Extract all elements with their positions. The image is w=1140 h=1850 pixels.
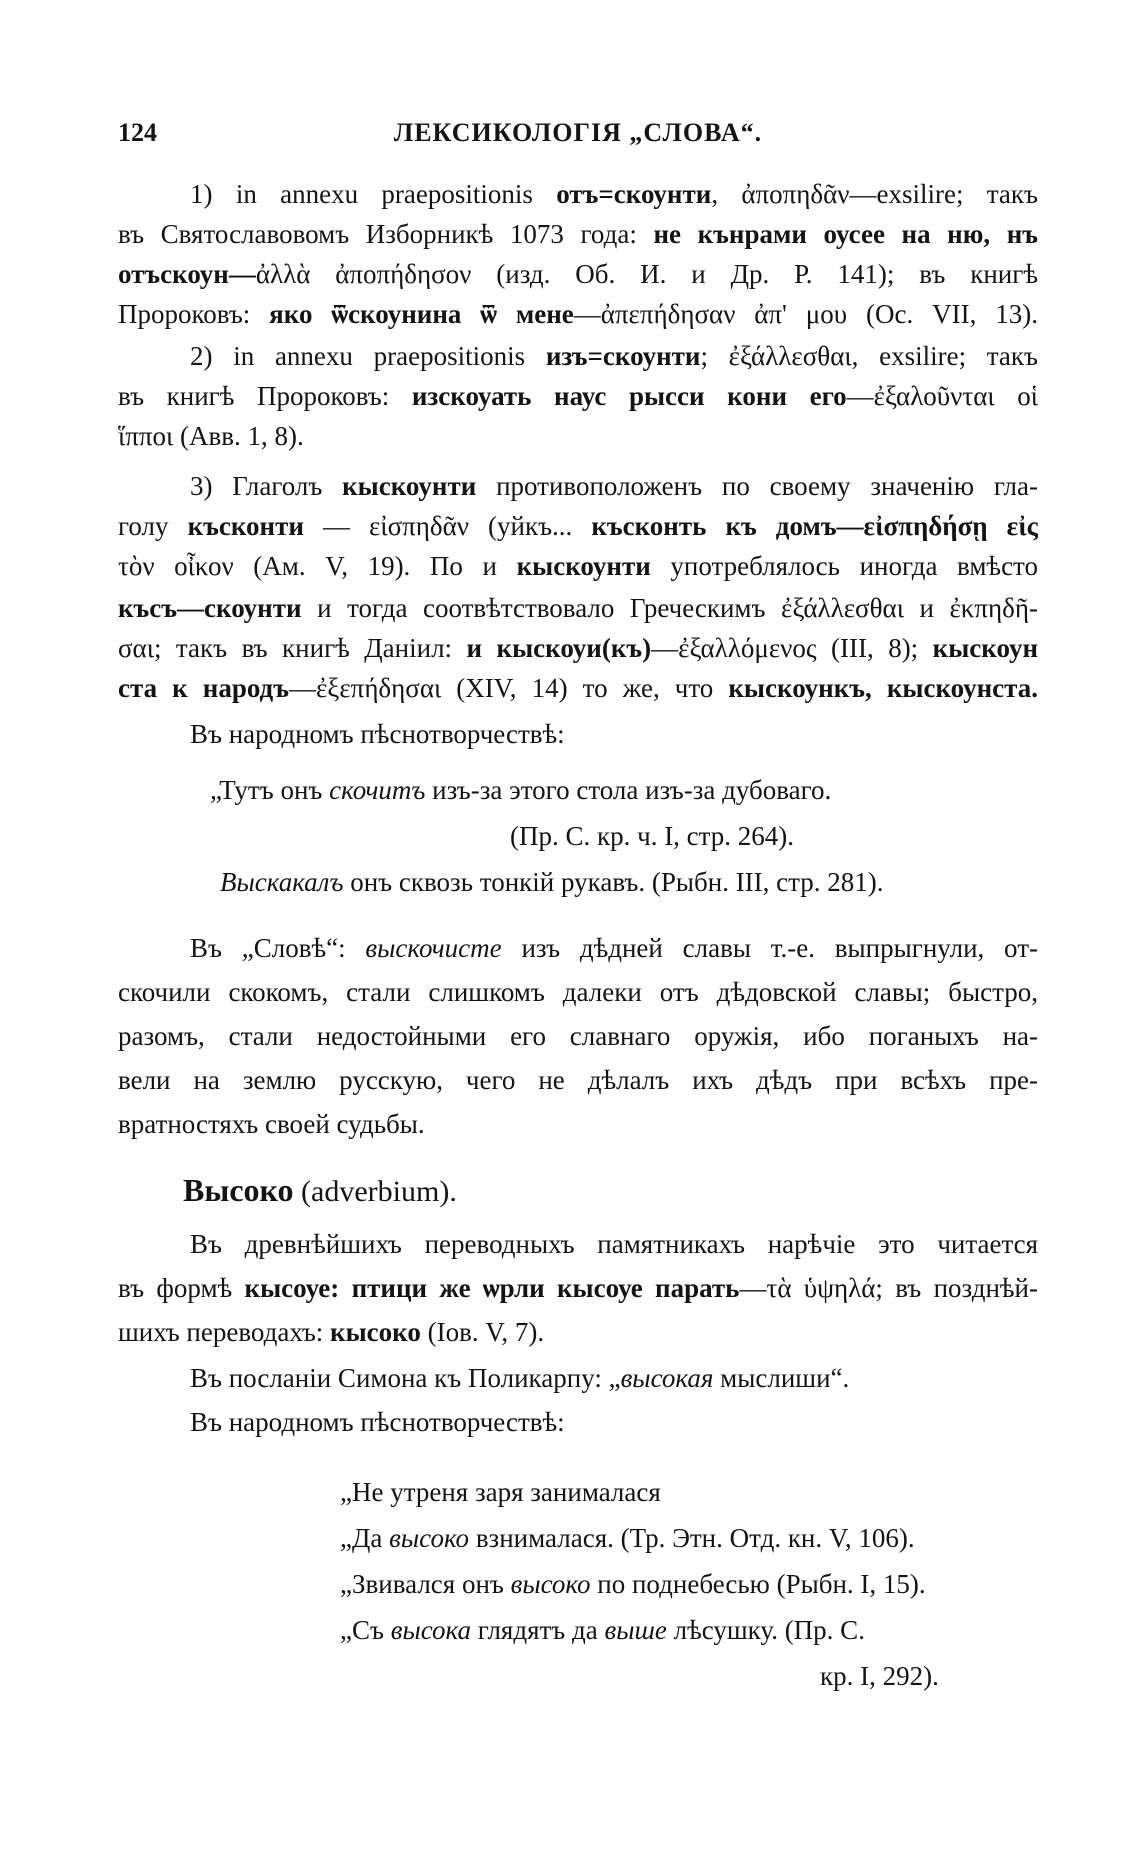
text-line: 3) Глаголъ кыскоунти противоположенъ по своему значенію гла-	[190, 471, 1038, 501]
text-line: 1) in annexu praepositionis отъ=скоунти, ἀποπηδᾶν—exsilire; такъ	[190, 179, 1038, 209]
text-line: въ Святославовомъ Изборникѣ 1073 года: не кънрами оусее на ню, нъ	[118, 219, 1038, 249]
text-line: разомъ, стали недостойными его славнаго оружія, ибо поганыхъ на-	[118, 1021, 1038, 1051]
text-line: въ формѣ кысоуе: птици же ѡрли кысоуе парать—τὰ ὑψηλά; въ позднѣй-	[118, 1273, 1038, 1303]
page-number: 124	[118, 118, 157, 147]
text-line: отъскоун—ἀλλὰ ἀποπήδησον (изд. Об. И. и Др. Р. 141); въ книгѣ	[118, 259, 1038, 289]
text-line: Въ древнѣйшихъ переводныхъ памятникахъ нарѣчіе это читается	[190, 1229, 1038, 1259]
text-line: ста к народъ—ἐξεπήδησαι (XIV, 14) то же, что кыскоункъ, кыскоунста.	[118, 673, 1038, 703]
text-line: голу късконти — εἰσπηδᾶν (уйкъ... късконть къ домъ—εἰσπηδήσῃ εἰς	[118, 511, 1038, 541]
text-line: вели на землю русскую, чего не дѣлалъ ихъ дѣдъ при всѣхъ пре-	[118, 1065, 1038, 1095]
running-title: ЛЕКСИКОЛОГІЯ „СЛОВА“.	[393, 118, 763, 147]
entry-headword: Высоко (adverbium).	[183, 1172, 457, 1208]
text-line: скочили скокомъ, стали слишкомъ далеки отъ дѣдовской славы; быстро,	[118, 977, 1038, 1007]
text-line: τὸν οἶκον (Ам. V, 19). По и кыскоунти употреблялось иногда вмѣсто	[118, 551, 1038, 581]
verse-citation: (Пр. С. кр. ч. I, стр. 264).	[510, 821, 795, 851]
verse-line: Выскакалъ онъ сквозь тонкій рукавъ. (Рыбн. III, стр. 281).	[220, 867, 884, 897]
page-header	[118, 118, 1038, 158]
verse-line: „Тутъ онъ скочитъ изъ-за этого стола изъ-за дубоваго.	[210, 775, 832, 805]
text-line: Въ народномъ пѣснотворчествѣ:	[190, 1407, 565, 1437]
verse-citation: кр. I, 292).	[820, 1661, 939, 1691]
text-line: 2) in annexu praepositionis изъ=скоунти; ἐξάλλεσθαι, exsilire; такъ	[190, 341, 1038, 371]
text-line: шихъ переводахъ: кысоко (Іов. V, 7).	[118, 1317, 545, 1347]
text-line: σαι; такъ въ книгѣ Даніил: и кыскоуи(къ)—ἐξαλλόμενος (III, 8); кыскоун	[118, 633, 1038, 663]
verse-line: „Не утреня заря занималася	[340, 1477, 661, 1507]
text-line: Въ народномъ пѣснотворчествѣ:	[190, 719, 565, 749]
text-line: Въ „Словѣ“: выскочисте изъ дѣдней славы т.-е. выпрыгнули, от-	[190, 933, 1038, 963]
text-line: късъ—скоунти и тогда соотвѣтствовало Греческимъ ἐξάλλεσθαι и ἐκπηδῆ-	[118, 593, 1038, 623]
verse-line: „Звивался онъ высоко по поднебесью (Рыбн. I, 15).	[340, 1569, 926, 1599]
text-line: Пророковъ: яко ѿскоунина ѿ мене—ἀπεπήδησαν ἀπ' μου (Ос. VII, 13).	[118, 299, 1038, 329]
text-line: Въ посланіи Симона къ Поликарпу: „высокая мыслиши“.	[190, 1363, 850, 1393]
verse-line: „Да высоко взнималася. (Тр. Этн. Отд. кн. V, 106).	[340, 1523, 915, 1553]
text-line: въ книгѣ Пророковъ: изскоуать наус рысси кони его—ἐξαλοῦνται οἱ	[118, 381, 1038, 411]
verse-line: „Съ высока глядятъ да выше лѣсушку. (Пр. С.	[340, 1615, 865, 1645]
text-line: ἵπποι (Авв. 1, 8).	[118, 421, 304, 451]
text-line: вратностяхъ своей судьбы.	[118, 1109, 425, 1139]
